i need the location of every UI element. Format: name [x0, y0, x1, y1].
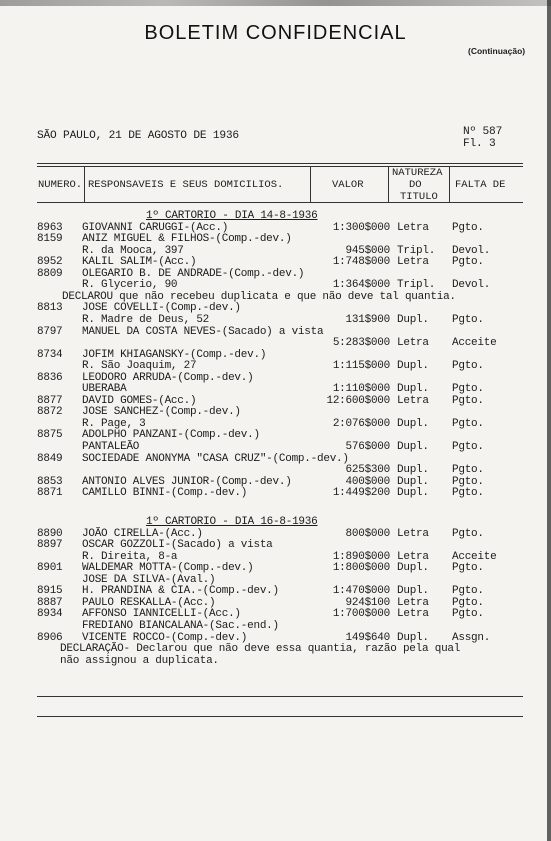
col-header-natureza-1: NATUREZA — [392, 167, 443, 179]
entry-reason: Pgto. — [452, 360, 484, 373]
entry-value: 12:600$000 — [326, 394, 390, 407]
entry-number: 8963 — [37, 221, 63, 234]
entry-reason: Pgto. — [452, 475, 484, 488]
entry-reason: Pgto. — [452, 256, 484, 269]
entry-title-type: Tripl. — [397, 244, 436, 257]
entry-name: OSCAR GOZZOLI-(Sacado) a vista — [82, 539, 273, 552]
entry-reason: Devol. — [452, 279, 491, 292]
entry-reason: Pgto. — [452, 313, 484, 326]
col-header-responsaveis: RESPONSAVEIS E SEUS DOMICILIOS. — [88, 179, 284, 191]
declaration-text: DECLAROU que não recebeu duplicata e que não deve tal quantia. — [62, 290, 456, 303]
entry-number: 8897 — [37, 539, 63, 552]
entry-reason: Pgto. — [452, 608, 484, 621]
entry-number: 8915 — [37, 585, 63, 598]
entry-reason: Pgto. — [452, 383, 484, 396]
entry-title-type: Dupl. — [397, 383, 429, 396]
entry-value: 5:283$000 — [332, 337, 390, 350]
entry-number: 8890 — [37, 527, 63, 540]
entry-name: KALIL SALIM-(Acc.) — [82, 256, 197, 269]
entry-value: 1:470$000 — [332, 585, 390, 598]
page-top-edge — [0, 0, 551, 6]
entry-title-type: Letra — [397, 596, 429, 609]
entry-number: 8797 — [37, 325, 63, 338]
entry-reason: Pgto. — [452, 464, 484, 477]
col-divider-4 — [449, 166, 450, 202]
entry-name: MANUEL DA COSTA NEVES-(Sacado) a vista — [82, 325, 324, 338]
entry-title-type: Dupl. — [397, 475, 429, 488]
section-heading: 1º CARTORIO - DIA 16-8-1936 — [146, 516, 318, 528]
entry-reason: Pgto. — [452, 487, 484, 500]
entry-title-type: Dupl. — [397, 487, 429, 500]
entry-title-type: Letra — [397, 608, 429, 621]
entry-title-type: Tripl. — [397, 279, 436, 292]
entry-name: JOSE SANCHEZ-(Comp.-dev.) — [82, 406, 241, 419]
entry-value: 1:110$000 — [332, 383, 390, 396]
entry-name: SOCIEDADE ANONYMA "CASA CRUZ"-(Comp.-dev.) — [82, 452, 349, 465]
entry-name: ANTONIO ALVES JUNIOR-(Comp.-dev.) — [82, 475, 292, 488]
entry-title-type: Letra — [397, 550, 429, 563]
col-divider-3 — [388, 166, 389, 202]
entry-value: 131$900 — [345, 313, 390, 326]
entry-number: 8871 — [37, 487, 63, 500]
entry-title-type: Dupl. — [397, 562, 429, 575]
entry-reason: Acceite — [452, 550, 497, 563]
entry-title-type: Dupl. — [397, 360, 429, 373]
col-header-natureza-2: DO — [409, 179, 422, 191]
entry-reason: Acceite — [452, 337, 497, 350]
table-top-rule-2 — [37, 166, 523, 167]
entry-number: 8952 — [37, 256, 63, 269]
entry-title-type: Dupl. — [397, 313, 429, 326]
entry-number: 8849 — [37, 452, 63, 465]
entry-number: 8809 — [37, 267, 63, 280]
entry-name: R. da Mooca, 397 — [82, 244, 184, 257]
section-heading: 1º CARTORIO - DIA 14-8-1936 — [146, 210, 318, 222]
declaration-text: DECLARAÇÃO- Declarou que não deve essa quantia, razão pela qual — [60, 643, 461, 656]
entry-name: OLEGARIO B. DE ANDRADE-(Comp.-dev.) — [82, 267, 305, 280]
entry-number: 8877 — [37, 394, 63, 407]
entry-name: PANTALEÃO — [82, 441, 140, 453]
entry-number: 8734 — [37, 348, 63, 361]
entry-name: R. Direita, 8-a — [82, 550, 178, 563]
entry-title-type: Letra — [397, 221, 429, 234]
entry-value: 800$000 — [345, 527, 390, 540]
entry-name: LEODORO ARRUDA-(Comp.-dev.) — [82, 371, 254, 384]
entry-name: JOÃO CIRELLA-(Acc.) — [82, 527, 203, 540]
entry-value: 1:300$000 — [332, 221, 390, 234]
place-date: SÃO PAULO, 21 DE AGOSTO DE 1936 — [37, 130, 239, 142]
entry-name: GIOVANNI CARUGGI-(Acc.) — [82, 221, 229, 234]
entry-title-type: Letra — [397, 527, 429, 540]
entry-title-type: Dupl. — [397, 631, 429, 644]
entry-reason: Pgto. — [452, 441, 484, 453]
entry-number: 8159 — [37, 233, 63, 246]
entry-name: DAVID GOMES-(Acc.) — [82, 394, 197, 407]
entry-reason: Assgn. — [452, 631, 491, 644]
col-divider-2 — [310, 166, 311, 202]
entry-reason: Pgto. — [452, 585, 484, 598]
entry-number: 8887 — [37, 596, 63, 609]
entry-value: 1:748$000 — [332, 256, 390, 269]
col-header-falta: FALTA DE — [455, 179, 506, 191]
entry-name: H. PRANDINA & CIA.-(Comp.-dev.) — [82, 585, 279, 598]
entry-reason: Pgto. — [452, 562, 484, 575]
entry-value: 1:890$000 — [332, 550, 390, 563]
entry-name: ADOLPHO PANZANI-(Comp.-dev.) — [82, 429, 260, 442]
entry-number: 8872 — [37, 406, 63, 419]
entry-name: ANIZ MIGUEL & FILHOS-(Comp.-dev.) — [82, 233, 292, 246]
entry-reason: Pgto. — [452, 596, 484, 609]
entry-title-type: Letra — [397, 394, 429, 407]
entry-name: R. Glycerio, 90 — [82, 279, 178, 292]
entry-value: 1:700$000 — [332, 608, 390, 621]
entry-value: 576$000 — [345, 441, 390, 453]
entry-value: 924$100 — [345, 596, 390, 609]
continuation-note: (Continuação) — [468, 46, 526, 56]
entry-number: 8836 — [37, 371, 63, 384]
entry-title-type: Dupl. — [397, 441, 429, 453]
col-header-valor: VALOR — [332, 179, 364, 191]
col-divider-1 — [84, 166, 85, 202]
entry-number: 8853 — [37, 475, 63, 488]
entry-value: 149$640 — [345, 631, 390, 644]
table-header-bottom-rule — [37, 202, 523, 203]
entry-name: FREDIANO BIANCALANA-(Sac.-end.) — [82, 619, 279, 632]
entry-value: 1:115$000 — [332, 360, 390, 373]
entry-number: 8875 — [37, 429, 63, 442]
entry-reason: Pgto. — [452, 527, 484, 540]
entry-number: 8906 — [37, 631, 63, 644]
declaration-text: não assignou a duplicata. — [60, 654, 219, 667]
entry-title-type: Dupl. — [397, 585, 429, 598]
entry-reason: Pgto. — [452, 417, 484, 430]
entry-title-type: Letra — [397, 337, 429, 350]
entry-value: 1:800$000 — [332, 562, 390, 575]
entry-value: 400$000 — [345, 475, 390, 488]
entry-value: 1:364$000 — [332, 279, 390, 292]
entry-name: R. Page, 3 — [82, 417, 146, 430]
entry-value: 945$000 — [345, 244, 390, 257]
entry-name: JOSE COVELLI-(Comp.-dev.) — [82, 302, 241, 315]
entry-number: 8934 — [37, 608, 63, 621]
col-header-natureza-3: TITULO — [400, 191, 438, 203]
sheet-number: Fl. 3 — [463, 138, 496, 150]
entry-title-type: Dupl. — [397, 464, 429, 477]
entry-reason: Pgto. — [452, 394, 484, 407]
document-title: BOLETIM CONFIDENCIAL — [144, 22, 407, 44]
entry-value: 625$300 — [345, 464, 390, 477]
entry-number: 8901 — [37, 562, 63, 575]
table-bottom-rule — [37, 696, 523, 697]
entry-title-type: Dupl. — [397, 417, 429, 430]
entry-number: 8813 — [37, 302, 63, 315]
entry-title-type: Letra — [397, 256, 429, 269]
entry-name: VICENTE ROCCO-(Comp.-dev.) — [82, 631, 248, 644]
entry-name: R. São Joaquim, 27 — [82, 360, 197, 373]
bulletin-number: Nº 587 — [463, 126, 503, 138]
entry-value: 2:076$000 — [332, 417, 390, 430]
entry-value: 1:449$200 — [332, 487, 390, 500]
entry-name: JOFIM KHIAGANSKY-(Comp.-dev.) — [82, 348, 267, 361]
entry-reason: Pgto. — [452, 221, 484, 234]
entry-name: JOSE DA SILVA-(Aval.) — [82, 573, 216, 586]
page-right-edge — [547, 0, 551, 841]
entry-reason: Devol. — [452, 244, 491, 257]
entry-name: CAMILLO BINNI-(Comp.-dev.) — [82, 487, 248, 500]
table-bottom-rule-2 — [37, 716, 523, 717]
entry-name: AFFONSO IANNICELLI-(Acc.) — [82, 608, 241, 621]
table-top-rule — [37, 163, 523, 164]
entry-name: R. Madre de Deus, 52 — [82, 313, 210, 326]
col-header-numero: NUMERO. — [38, 179, 83, 191]
entry-name: PAULO RESKALLA-(Acc.) — [82, 596, 216, 609]
entry-name: UBERABA — [82, 383, 127, 396]
entry-name: WALDEMAR MOTTA-(Comp.-dev.) — [82, 562, 254, 575]
